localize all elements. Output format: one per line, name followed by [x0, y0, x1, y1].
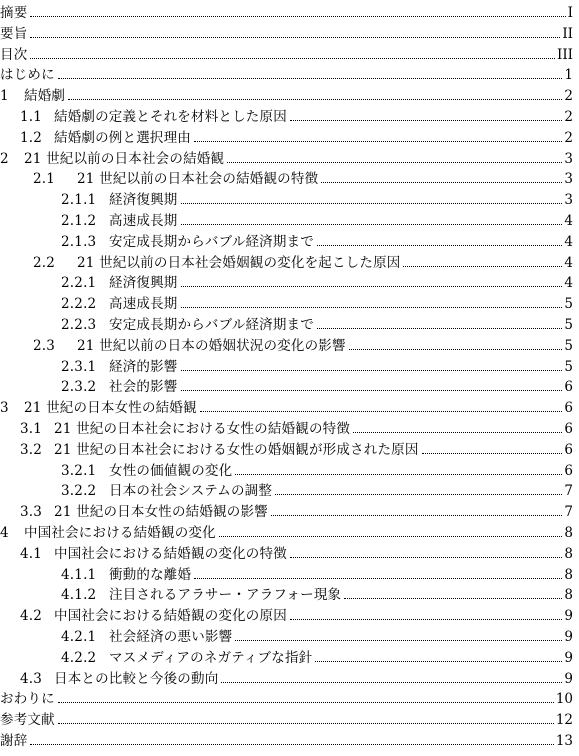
- toc-section-number: 3.2.2: [61, 483, 97, 500]
- toc-section-number: 4.2: [20, 608, 43, 625]
- toc-entry[interactable]: [0, 62, 573, 83]
- toc-section-title: 摘要: [0, 5, 28, 21]
- toc-page-number: II: [562, 25, 573, 42]
- dot-leader: [317, 245, 562, 246]
- toc-page-number: 7: [564, 483, 573, 500]
- toc-entry-label: [0, 359, 180, 375]
- toc-section-title: 社会経済の悪い影響: [109, 629, 233, 645]
- toc-entry[interactable]: [0, 437, 573, 458]
- dot-leader: [321, 182, 562, 183]
- toc-entry[interactable]: [0, 666, 573, 687]
- toc-entry-label: [0, 379, 180, 395]
- dot-leader: [30, 37, 560, 38]
- dot-leader: [58, 702, 554, 703]
- toc-page-number: 4: [564, 233, 573, 250]
- toc-page-number: 2: [564, 88, 573, 105]
- toc-entry[interactable]: [0, 478, 573, 499]
- toc-page-number: 6: [564, 441, 573, 458]
- toc-section-title: 21 世紀の日本社会における女性の婚姻観が形成された原因: [54, 441, 419, 458]
- toc-section-number: 2.2.3: [61, 317, 97, 333]
- toc-section-title: 要旨: [0, 25, 28, 42]
- dot-leader: [290, 557, 563, 558]
- toc-page-number: 6: [564, 462, 573, 479]
- toc-section-number: 2.2.1: [61, 275, 97, 292]
- toc-section-number: 2.1: [33, 171, 56, 188]
- toc-entry-label: [0, 255, 402, 271]
- dot-leader: [58, 78, 563, 79]
- toc-entry-label: [0, 88, 67, 104]
- toc-page-number: 5: [564, 296, 573, 313]
- toc-page-number: 8: [564, 566, 573, 583]
- toc-section-number: 4.3: [20, 670, 43, 687]
- toc-page-number: 5: [564, 337, 573, 354]
- toc-section-title: 結婚劇の定義とそれを材料とした原因: [54, 109, 287, 125]
- toc-entry-label: [0, 26, 29, 42]
- dot-leader: [58, 723, 554, 724]
- toc-entry-label: [0, 712, 57, 728]
- toc-entry-label: [0, 234, 316, 250]
- toc-page-number: 8: [564, 525, 573, 541]
- toc-entry[interactable]: [0, 291, 573, 312]
- toc-entry[interactable]: [0, 0, 573, 21]
- toc-section-title: 女性の価値観の変化: [109, 462, 233, 479]
- toc-entry[interactable]: [0, 208, 573, 229]
- toc-section-number: 2.1.2: [61, 213, 97, 229]
- dot-leader: [315, 661, 562, 662]
- toc-page-number: 6: [564, 421, 573, 437]
- dot-leader: [194, 141, 562, 142]
- toc-page-number: 5: [564, 317, 573, 333]
- toc-section-number: 3.3: [20, 504, 43, 521]
- dot-leader: [235, 640, 562, 641]
- toc-entry[interactable]: [0, 728, 573, 749]
- toc-section-title: 衝動的な離婚: [109, 566, 192, 583]
- toc-entry[interactable]: [0, 104, 573, 125]
- dot-leader: [422, 453, 563, 454]
- toc-page-number: 8: [564, 587, 573, 604]
- toc-page-number: 4: [564, 254, 573, 271]
- toc-section-title: 日本との比較と今後の動向: [54, 670, 219, 687]
- toc-section-title: 中国社会における結婚観の変化の特徴: [54, 545, 287, 562]
- toc-section-title: 注目されるアラサー・アラフォー現象: [109, 587, 342, 604]
- toc-entry[interactable]: [0, 645, 573, 666]
- toc-section-title: 安定成長期からバブル経済期まで: [109, 233, 314, 250]
- toc-section-title: おわりに: [0, 691, 55, 708]
- toc-entry[interactable]: [0, 624, 573, 645]
- toc-section-number: 3.2: [20, 441, 43, 458]
- toc-section-number: 2.3.1: [61, 358, 97, 375]
- toc-entry-label: [0, 504, 270, 520]
- toc-entry-label: [0, 317, 316, 333]
- toc-page-number: 9: [564, 629, 573, 645]
- toc-section-title: 参考文献: [0, 712, 55, 729]
- toc-entry[interactable]: [0, 603, 573, 624]
- dot-leader: [353, 432, 562, 433]
- toc-section-title: 21 世紀以前の日本社会の結婚観: [24, 150, 225, 167]
- toc-entry-label: [0, 463, 234, 479]
- toc-page-number: 13: [555, 733, 573, 749]
- toc-entry[interactable]: [0, 541, 573, 562]
- toc-page-number: 6: [564, 400, 573, 417]
- toc-entry[interactable]: [0, 333, 573, 354]
- toc-section-number: 2.3: [33, 337, 56, 354]
- toc-entry[interactable]: [0, 416, 573, 437]
- toc-entry[interactable]: [0, 520, 573, 541]
- toc-page-number: 7: [564, 504, 573, 521]
- toc-section-title: 高速成長期: [109, 296, 178, 313]
- toc-entry-label: [0, 629, 234, 645]
- toc-section-title: はじめに: [0, 67, 55, 84]
- toc-section-number: 3.2.1: [61, 462, 97, 479]
- toc-entry[interactable]: [0, 229, 573, 250]
- toc-entry[interactable]: [0, 582, 573, 603]
- toc-entry-label: [0, 671, 220, 687]
- toc-entry-label: [0, 400, 199, 416]
- toc-entry-label: [0, 109, 289, 125]
- dot-leader: [221, 682, 562, 683]
- toc-entry[interactable]: [0, 562, 573, 583]
- toc-section-number: 4.1: [20, 545, 43, 562]
- toc-section-title: 中国社会における結婚観の変化: [24, 525, 216, 541]
- toc-page-number: 1: [564, 67, 573, 84]
- dot-leader: [181, 307, 563, 308]
- toc-section-number: 2.3.2: [61, 379, 97, 396]
- toc-entry[interactable]: [0, 270, 573, 291]
- toc-page-number: 3: [564, 192, 573, 209]
- toc-section-title: 社会的影響: [109, 379, 178, 396]
- toc-entry[interactable]: [0, 395, 573, 416]
- toc-section-number: 3.1: [20, 421, 43, 437]
- toc-page-number: 6: [564, 379, 573, 396]
- toc-entry[interactable]: [0, 458, 573, 479]
- dot-leader: [227, 162, 562, 163]
- toc-entry[interactable]: [0, 83, 573, 104]
- toc-section-number: 2.2.2: [61, 296, 97, 313]
- dot-leader: [290, 619, 563, 620]
- toc-section-number: 4: [0, 525, 9, 541]
- toc-section-number: 2.1.1: [61, 192, 97, 209]
- toc-section-number: 1.2: [20, 129, 43, 146]
- dot-leader: [290, 120, 563, 121]
- toc-page-number: 10: [555, 691, 573, 708]
- dot-leader: [181, 370, 563, 371]
- toc-page-number: 3: [564, 150, 573, 167]
- toc-section-number: 4.2.2: [61, 649, 97, 666]
- toc-section-title: 21 世紀の日本女性の結婚観: [24, 400, 197, 417]
- dot-leader: [181, 286, 563, 287]
- toc-entry[interactable]: [0, 166, 573, 187]
- toc-section-title: 21 世紀の日本社会における女性の結婚観の特徴: [54, 421, 351, 437]
- toc-section-number: 4.1.1: [61, 566, 97, 583]
- toc-section-title: 結婚劇の例と選択理由: [54, 129, 191, 146]
- toc-entry[interactable]: [0, 499, 573, 520]
- toc-page-number: 5: [564, 358, 573, 375]
- toc-entry-label: [0, 171, 320, 187]
- toc-entry-label: [0, 525, 218, 541]
- dot-leader: [30, 16, 565, 17]
- dot-leader: [68, 99, 562, 100]
- toc-section-number: 2.1.3: [61, 233, 97, 250]
- toc-entry-label: [0, 483, 274, 499]
- toc-entry-label: [0, 47, 29, 63]
- toc-section-title: 謝辞: [0, 733, 28, 749]
- toc-page-number: III: [557, 46, 573, 63]
- toc-entry[interactable]: [0, 21, 573, 42]
- toc-section-title: 目次: [0, 46, 28, 63]
- dot-leader: [181, 390, 563, 391]
- toc-entry-label: [0, 5, 29, 21]
- toc-section-number: 1: [0, 88, 9, 105]
- toc-entry-label: [0, 338, 348, 354]
- toc-page-number: 9: [564, 649, 573, 666]
- dot-leader: [219, 536, 563, 537]
- dot-leader: [349, 349, 563, 350]
- toc-entry[interactable]: [0, 686, 573, 707]
- toc-page-number: 4: [564, 213, 573, 229]
- toc-entry-label: [0, 67, 57, 83]
- toc-section-number: 4.1.2: [61, 587, 97, 604]
- toc-entry-label: [0, 296, 180, 312]
- toc-entry-label: [0, 650, 314, 666]
- toc-entry-label: [0, 733, 29, 749]
- toc-section-title: マスメディアのネガティブな指針: [109, 649, 313, 666]
- dot-leader: [271, 515, 563, 516]
- toc-page-number: 3: [564, 171, 573, 188]
- toc-section-title: 21 世紀以前の日本社会の結婚観の特徴: [77, 171, 319, 188]
- toc-page-number: I: [567, 5, 573, 21]
- toc-section-title: 経済復興期: [109, 192, 178, 209]
- toc-page-number: 2: [564, 109, 573, 125]
- toc-entry[interactable]: [0, 374, 573, 395]
- toc-section-title: 安定成長期からバブル経済期まで: [109, 317, 314, 333]
- toc-entry-label: [0, 151, 226, 167]
- toc-entry[interactable]: [0, 146, 573, 167]
- toc-entry-label: [0, 567, 193, 583]
- toc-entry[interactable]: [0, 187, 573, 208]
- toc-section-title: 21 世紀以前の日本の婚姻状況の変化の影響: [77, 337, 346, 354]
- toc-section-number: 3: [0, 400, 9, 417]
- toc-entry[interactable]: [0, 707, 573, 728]
- toc-entry-label: [0, 421, 352, 437]
- toc-entry[interactable]: [0, 354, 573, 375]
- toc-section-number: 1.1: [20, 109, 43, 125]
- toc-entry-label: [0, 275, 180, 291]
- dot-leader: [181, 203, 563, 204]
- toc-entry[interactable]: [0, 125, 573, 146]
- toc-entry-label: [0, 546, 289, 562]
- toc-entry-label: [0, 587, 343, 603]
- toc-page-number: 9: [564, 608, 573, 625]
- dot-leader: [200, 411, 563, 412]
- dot-leader: [194, 578, 562, 579]
- toc-entry[interactable]: [0, 312, 573, 333]
- toc-section-title: 日本の社会システムの調整: [109, 483, 273, 500]
- dot-leader: [181, 224, 563, 225]
- dot-leader: [30, 744, 553, 745]
- toc-page-number: 8: [564, 545, 573, 562]
- toc-section-number: 4.2.1: [61, 629, 97, 645]
- toc-page-number: 2: [564, 129, 573, 146]
- toc-entry-label: [0, 691, 57, 707]
- dot-leader: [30, 58, 555, 59]
- toc-entry[interactable]: [0, 250, 573, 271]
- dot-leader: [403, 266, 562, 267]
- toc-section-title: 21 世紀以前の日本社会婚姻観の変化を起こした原因: [77, 254, 401, 271]
- toc-section-number: 2.2: [33, 254, 56, 271]
- toc-entry-label: [0, 442, 421, 458]
- dot-leader: [317, 328, 562, 329]
- toc-section-title: 21 世紀の日本女性の結婚観の影響: [54, 504, 268, 521]
- toc-section-title: 経済復興期: [109, 275, 178, 292]
- toc-section-number: 2: [0, 150, 9, 167]
- dot-leader: [344, 598, 562, 599]
- toc-page-number: 4: [564, 275, 573, 292]
- dot-leader: [235, 474, 562, 475]
- toc-section-title: 経済的影響: [109, 358, 178, 375]
- toc-page-number: 9: [564, 670, 573, 687]
- toc-section-title: 高速成長期: [109, 213, 178, 229]
- toc-entry-label: [0, 608, 289, 624]
- toc-entry[interactable]: [0, 42, 573, 63]
- toc-entry-label: [0, 192, 180, 208]
- toc-page-number: 12: [555, 712, 573, 729]
- toc-entry-label: [0, 213, 180, 229]
- dot-leader: [275, 494, 562, 495]
- toc-entry-label: [0, 130, 193, 146]
- toc-section-title: 結婚劇: [24, 88, 66, 105]
- toc-section-title: 中国社会における結婚観の変化の原因: [54, 608, 287, 625]
